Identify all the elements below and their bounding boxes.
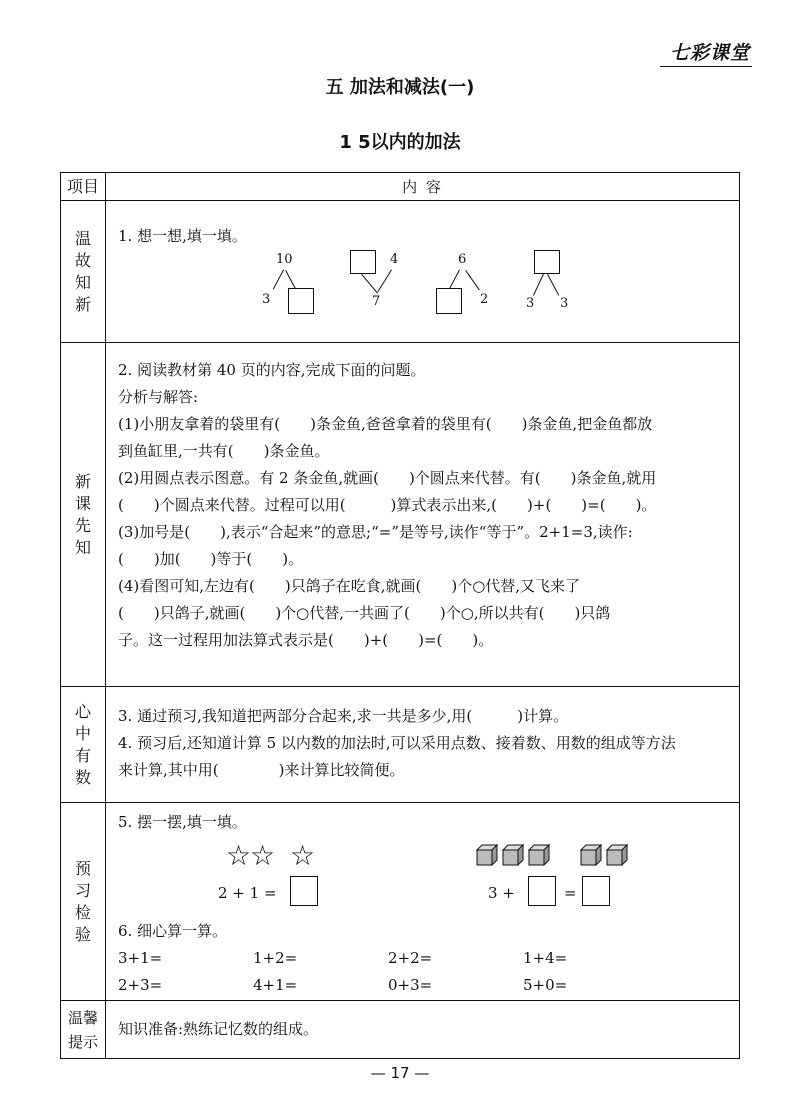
question-2-line: ( )加( )等于( )。 xyxy=(118,550,304,568)
answer-box-d[interactable] xyxy=(534,250,560,274)
answer-box-eq-right-1[interactable] xyxy=(528,876,556,906)
calc-item: 2+3= xyxy=(118,976,163,994)
question-2-line: 子。这一过程用加法算式表示是( )+( )=( )。 xyxy=(118,631,494,649)
question-5: 5. 摆一摆,填一填。 xyxy=(118,813,247,831)
section-reflection xyxy=(106,687,740,803)
section-check xyxy=(106,803,740,1001)
equation-right-b: = xyxy=(564,884,577,902)
equation-right-a: 3 + xyxy=(488,884,515,902)
cube-icon xyxy=(502,844,524,866)
num-b-right: 4 xyxy=(390,252,399,267)
section-label-new-lesson: 新课先知 xyxy=(61,343,106,687)
brand-underline xyxy=(660,66,752,67)
num-a-top: 10 xyxy=(276,252,293,267)
answer-box-c[interactable] xyxy=(436,288,462,314)
question-1: 1. 想一想,填一填。 xyxy=(118,227,247,245)
calc-row-1 xyxy=(118,945,733,972)
chapter-title: 五 加法和减法(一) xyxy=(325,77,475,98)
calc-row-2 xyxy=(118,972,733,999)
worksheet-table xyxy=(60,172,740,1059)
answer-box-eq-left[interactable] xyxy=(290,876,318,906)
question-2-line: (3)加号是( ),表示“合起来”的意思;“=”是等号,读作“等于”。2+1=3,读作: xyxy=(118,523,633,541)
section-label-check: 预习检验 xyxy=(61,803,106,1001)
num-b-bottom: 7 xyxy=(372,294,381,309)
cube-icon xyxy=(580,844,602,866)
question-2-line: 分析与解答: xyxy=(118,388,199,406)
header-item: 项目 xyxy=(61,173,106,201)
num-d-left: 3 xyxy=(526,296,535,311)
question-2-line: ( )个圆点来代替。过程可以用( )算式表示出来,( )+( )=( )。 xyxy=(118,496,657,514)
section-label-tips: 温馨提示 xyxy=(61,1001,106,1059)
question-2-line: ( )只鸽子,就画( )个○代替,一共画了( )个○,所以共有( )只鸽 xyxy=(118,604,611,622)
calc-item: 1+4= xyxy=(523,949,568,967)
branch-line xyxy=(273,270,284,290)
cube-icon xyxy=(606,844,628,866)
num-d-right: 3 xyxy=(560,296,569,311)
tip-text: 知识准备:熟练记忆数的组成。 xyxy=(118,1020,319,1038)
equation-left: 2 + 1 = xyxy=(218,884,277,902)
answer-box-a[interactable] xyxy=(288,288,314,314)
cube-icon xyxy=(476,844,498,866)
section-new-lesson xyxy=(106,343,740,687)
header-content: 内 容 xyxy=(106,173,740,201)
branch-line xyxy=(377,269,392,292)
page-number: — 17 — xyxy=(370,1064,430,1082)
question-2-line: (4)看图可知,左边有( )只鸽子在吃食,就画( )个○代替,又飞来了 xyxy=(118,577,581,595)
calc-item: 0+3= xyxy=(388,976,433,994)
calc-item: 5+0= xyxy=(523,976,568,994)
branch-line xyxy=(361,274,378,294)
star-icon: ☆ xyxy=(250,839,276,872)
section-tips xyxy=(106,1001,740,1059)
number-composition-diagram xyxy=(118,250,733,340)
question-2-line: (1)小朋友拿着的袋里有( )条金鱼,爸爸拿着的袋里有( )条金鱼,把金鱼都放 xyxy=(118,415,653,433)
calc-item: 2+2= xyxy=(388,949,433,967)
star-icon: ☆ xyxy=(226,839,252,872)
question-2-line: 到鱼缸里,一共有( )条金鱼。 xyxy=(118,442,330,460)
section-label-reflection: 心中有数 xyxy=(61,687,106,803)
answer-box-b[interactable] xyxy=(350,250,376,274)
num-a-left: 3 xyxy=(262,292,271,307)
cube-icon xyxy=(528,844,550,866)
branch-line xyxy=(285,270,296,290)
star-icon: ☆ xyxy=(290,839,316,872)
brand-logo: 七彩课堂 xyxy=(669,42,750,64)
branch-line xyxy=(465,270,480,290)
branch-line xyxy=(533,274,544,296)
calc-item: 3+1= xyxy=(118,949,163,967)
branch-line xyxy=(547,274,559,296)
question-2-line: (2)用圆点表示图意。有 2 条金鱼,就画( )个圆点来代替。有( )条金鱼,就用 xyxy=(118,469,657,487)
question-4-line: 来计算,其中用( )来计算比较简便。 xyxy=(118,761,405,779)
num-c-top: 6 xyxy=(458,252,467,267)
section-review xyxy=(106,201,740,343)
question-2-line: 2. 阅读教材第 40 页的内容,完成下面的问题。 xyxy=(118,361,426,379)
question-3: 3. 通过预习,我知道把两部分合起来,求一共是多少,用( )计算。 xyxy=(118,707,569,725)
arrangement-figures xyxy=(118,836,733,918)
section-label-review: 温故知新 xyxy=(61,201,106,343)
calc-item: 1+2= xyxy=(253,949,298,967)
branch-line xyxy=(449,270,460,290)
calc-item: 4+1= xyxy=(253,976,298,994)
question-4-line: 4. 预习后,还知道计算 5 以内数的加法时,可以采用点数、接着数、用数的组成等方法 xyxy=(118,734,676,752)
answer-box-eq-right-2[interactable] xyxy=(582,876,610,906)
num-c-right: 2 xyxy=(480,292,489,307)
question-6: 6. 细心算一算。 xyxy=(118,922,228,940)
lesson-title: 1 5以内的加法 xyxy=(339,132,461,153)
